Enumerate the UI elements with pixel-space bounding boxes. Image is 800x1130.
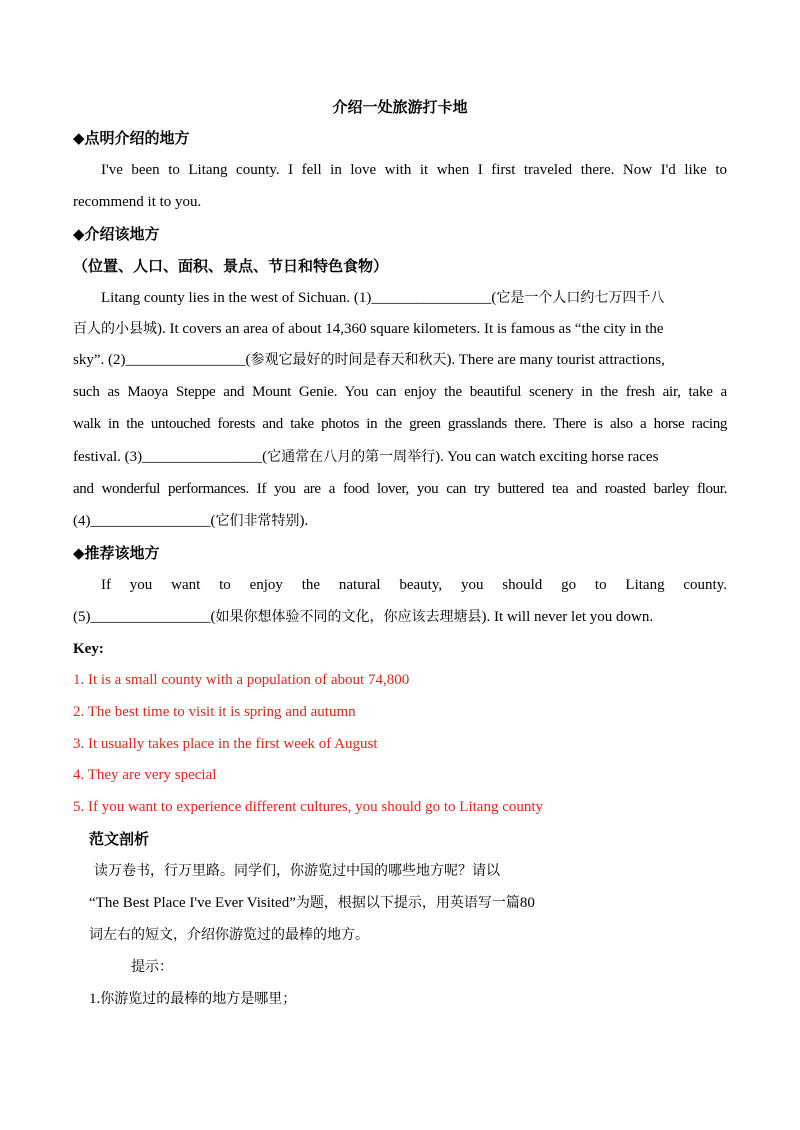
- key-answer: 2. The best time to visit it is spring and autumn: [73, 704, 356, 720]
- hint-item: [89, 989, 743, 1009]
- paragraph-line: [73, 447, 727, 467]
- text-en: ). It will never let you down.: [481, 609, 654, 625]
- paragraph-line: I've been to Litang county. I fell in love with it when I first traveled there. Now I'd like to: [101, 162, 727, 178]
- paragraph-line: walk in the untouched forests and take photos in the green grasslands there. There is also a horse racing: [73, 416, 727, 432]
- text-zh: 它是一个人口约七万四千八: [496, 290, 665, 306]
- text-en: Litang county lies in the west of Sichuan. (1)________________(: [101, 290, 497, 306]
- text-zh: 它通常在八月的第一周举行: [267, 449, 436, 465]
- key-answer: 1. It is a small county with a population of about 74,800: [73, 672, 410, 688]
- hint-label: 提示：: [131, 959, 173, 975]
- text-en: (4)________________(: [73, 513, 216, 529]
- text-en: ).: [299, 513, 309, 529]
- text-en: ). You can watch exciting horse races: [435, 449, 659, 465]
- paragraph-line: [73, 607, 727, 627]
- text-zh: 百人的小县城: [73, 321, 157, 337]
- text-en: sky”. (2)________________(: [73, 352, 251, 368]
- paragraph-line: [73, 319, 727, 339]
- prompt-line: 读万卷书，行万里路。同学们，你游览过中国的哪些地方呢？请以: [94, 863, 500, 879]
- hint-text: 你游览过的最棒的地方是哪里；: [100, 991, 297, 1007]
- text-zh: 如果你想体验不同的文化，你应该去理塘县: [215, 609, 482, 625]
- text-en: “The Best Place I've Ever Visited”: [89, 895, 296, 911]
- section-heading-recommend: ◆推荐该地方: [73, 544, 160, 562]
- prompt-line: [89, 893, 743, 913]
- key-answer: 4. They are very special: [73, 767, 217, 783]
- section-subheading: （位置、人口、面积、景点、节日和特色食物）: [73, 257, 389, 275]
- hint-number: 1.: [89, 991, 101, 1007]
- model-heading: 范文剖析: [89, 830, 150, 848]
- text-zh: 它们非常特别: [215, 513, 300, 529]
- paragraph-line: [73, 288, 727, 308]
- paragraph-line: and wonderful performances. If you are a food lover, you can try buttered tea and roasted barley flour.: [73, 481, 727, 497]
- text-en: festival. (3)________________(: [73, 449, 268, 465]
- text-en: (5)________________(: [73, 609, 216, 625]
- key-answer: 3. It usually takes place in the first week of August: [73, 736, 378, 752]
- text-en: 80: [519, 895, 535, 911]
- text-en: ). There are many tourist attractions,: [446, 352, 665, 368]
- section-heading-describe: ◆介绍该地方: [73, 225, 160, 243]
- page-title: 介绍一处旅游打卡地: [332, 98, 468, 116]
- paragraph-line: [73, 511, 727, 531]
- section-heading-intro: ◆点明介绍的地方: [73, 129, 190, 147]
- prompt-line: 词左右的短文，介绍你游览过的最棒的地方。: [89, 927, 369, 943]
- paragraph-line: [73, 350, 727, 370]
- key-label: Key:: [73, 641, 104, 657]
- text-zh: 参观它最好的时间是春天和秋天: [250, 352, 447, 368]
- key-answer: 5. If you want to experience different cultures, you should go to Litang county: [73, 799, 544, 815]
- text-en: ). It covers an area of about 14,360 square kilometers. It is famous as “the city in the: [157, 321, 664, 337]
- paragraph-line: such as Maoya Steppe and Mount Genie. You can enjoy the beautiful scenery in the fresh air, take a: [73, 384, 727, 400]
- text-zh: 为题，根据以下提示，用英语写一篇: [295, 895, 520, 911]
- paragraph-line: recommend it to you.: [73, 194, 202, 210]
- paragraph-line: If you want to enjoy the natural beauty, you should go to Litang county.: [101, 577, 727, 593]
